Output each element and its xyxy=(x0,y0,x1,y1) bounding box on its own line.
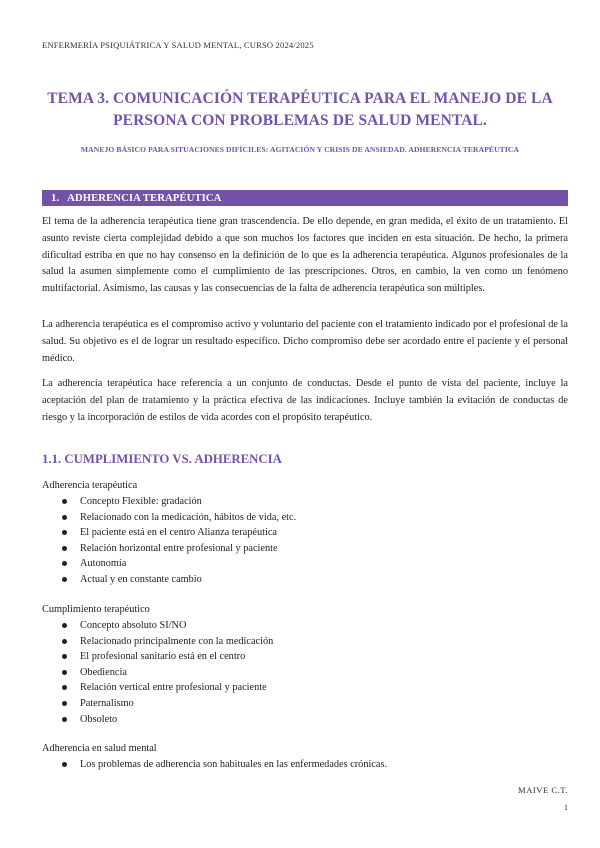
bullet-icon xyxy=(62,717,67,722)
bullet-icon xyxy=(62,561,67,566)
paragraph: El tema de la adherencia terapéutica tiene gran trascendencia. De ello depende, en gran medida, el éxito de un tratamiento. El asunto reviste cierta complejidad debido a que son muchos los factores que inciden en esta situación. De hecho, la primera dificultad estriba en que no hay consenso en la definición de lo que es la adherencia terapéutica. Algunos profesionales de la salud la asumen simplemente como el cumplimiento de las prescripciones. Otros, en cambio, la ven como un fenómeno multifactorial. Asimismo, las causas y las consecuencias de la falta de adherencia terapéutica son múltiples. xyxy=(42,216,568,295)
list-item: Relacionado principalmente con la medicación xyxy=(42,634,568,650)
list-item: Obediencia xyxy=(42,665,568,681)
list-item: Paternalismo xyxy=(42,696,568,712)
list-label: Adherencia terapéutica xyxy=(42,480,138,491)
bullet-icon xyxy=(62,530,67,535)
page-number: 1 xyxy=(564,803,568,812)
title-line-2: PERSONA CON PROBLEMAS DE SALUD MENTAL. xyxy=(113,112,487,129)
paragraph: La adherencia terapéutica es el compromiso activo y voluntario del paciente con el tratamiento indicado por el profesional de la salud. Su objetivo es el de lograr un resultado específico. Dicho compromiso debe ser acordado entre el paciente y el personal médico. xyxy=(42,319,568,364)
bullet-icon xyxy=(62,701,67,706)
list-item: Autonomía xyxy=(42,556,568,572)
list-adherencia-terapeutica xyxy=(42,478,568,588)
list-item: El profesional sanitario está en el centro xyxy=(42,649,568,665)
list-label: Adherencia en salud mental xyxy=(42,743,157,754)
bullet-icon xyxy=(62,639,67,644)
list-item: El paciente está en el centro Alianza terapéutica xyxy=(42,525,568,541)
bullet-icon xyxy=(62,515,67,520)
bullet-icon xyxy=(62,670,67,675)
list-cumplimiento-terapeutico xyxy=(42,602,568,727)
bullet-icon xyxy=(62,623,67,628)
list-item: Relación vertical entre profesional y paciente xyxy=(42,680,568,696)
bullet-icon xyxy=(62,499,67,504)
bullet-icon xyxy=(62,654,67,659)
list-item: Relacionado con la medicación, hábitos de vida, etc. xyxy=(42,510,568,526)
list-adherencia-salud-mental xyxy=(42,741,568,773)
list-item: Actual y en constante cambio xyxy=(42,572,568,588)
list-item: Los problemas de adherencia son habituales en las enfermedades crónicas. xyxy=(42,757,568,773)
bullet-icon xyxy=(62,546,67,551)
list-item: Relación horizontal entre profesional y paciente xyxy=(42,541,568,557)
document-subtitle: MANEJO BÁSICO PARA SITUACIONES DIFÍCILES: AGITACIÓN Y CRISIS DE ANSIEDAD. ADHERENCIA TERAPÉUTICA xyxy=(80,145,520,154)
list-label: Cumplimiento terapéutico xyxy=(42,604,150,615)
list-item: Concepto Flexible: gradación xyxy=(42,494,568,510)
bullet-icon xyxy=(62,762,67,767)
title-line-1: TEMA 3. COMUNICACIÓN TERAPÉUTICA PARA EL MANEJO DE LA xyxy=(47,90,553,107)
bullet-icon xyxy=(62,685,67,690)
section-number: 1. xyxy=(51,192,60,204)
list-item: Obsoleto xyxy=(42,712,568,728)
section-title: ADHERENCIA TERAPÉUTICA xyxy=(67,192,222,204)
page-header: ENFERMERÍA PSIQUIÁTRICA Y SALUD MENTAL, CURSO 2024/2025 xyxy=(42,40,314,50)
list-item: Concepto absoluto SI/NO xyxy=(42,618,568,634)
document-title xyxy=(40,88,560,132)
footer-author: MAIVE C.T. xyxy=(518,785,568,795)
paragraph: La adherencia terapéutica hace referencia a un conjunto de conductas. Desde el punto de vista del paciente, incluye la aceptación del plan de tratamiento y la práctica efectiva de las indicaciones. Incluye también la evitación de conductas de riesgo y la incorporación de estilos de vida acordes con el propósito terapéutico. xyxy=(42,378,568,423)
subsection-title: 1.1. CUMPLIMIENTO VS. ADHERENCIA xyxy=(42,452,282,466)
section-heading-adherencia xyxy=(42,190,568,206)
bullet-icon xyxy=(62,577,67,582)
